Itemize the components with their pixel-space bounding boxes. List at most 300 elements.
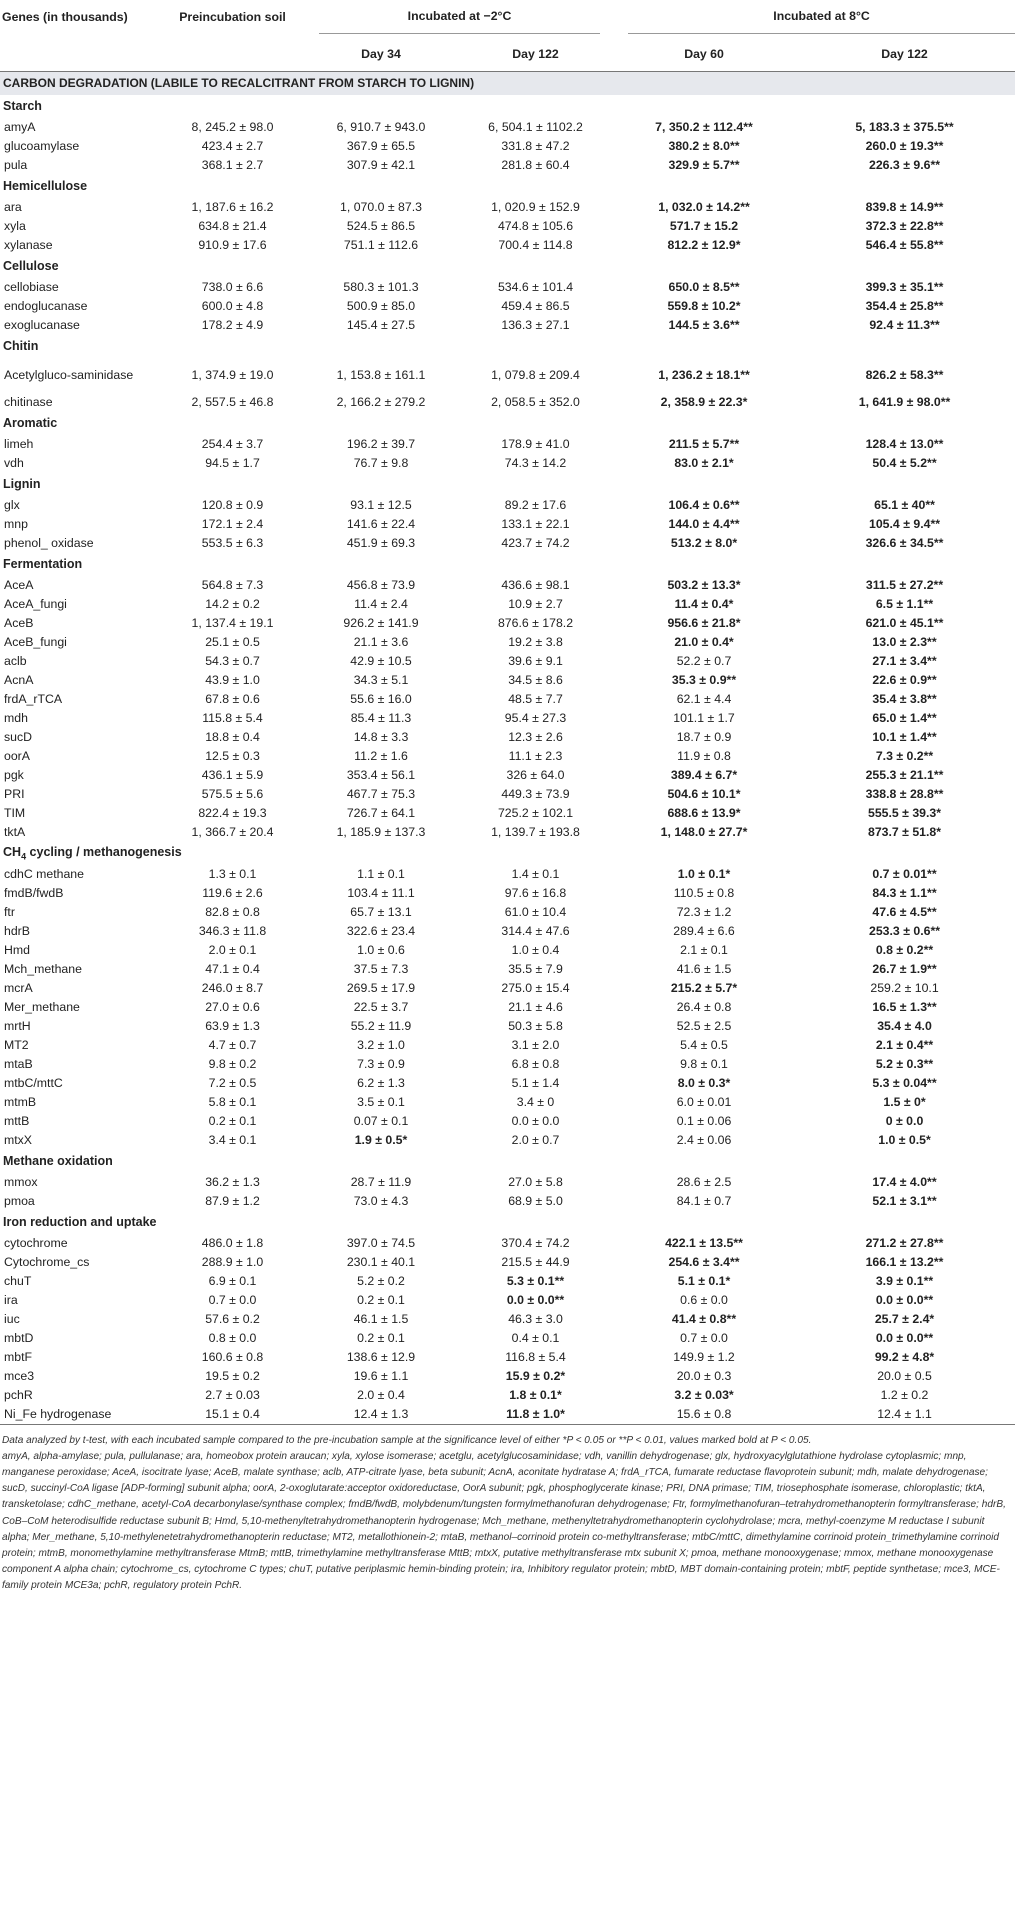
value-cell: 138.6 ± 12.9 — [346, 1350, 416, 1364]
value-cell: 331.8 ± 47.2 — [501, 139, 570, 153]
category-row — [0, 1150, 1015, 1173]
value-cell: 269.5 ± 17.9 — [346, 981, 416, 995]
value-cell: 423.4 ± 2.7 — [201, 139, 264, 153]
category-row — [0, 1211, 1015, 1234]
value-cell: 12.3 ± 2.6 — [508, 730, 563, 744]
value-cell: 1.0 ± 0.5* — [878, 1133, 931, 1147]
value-cell: 42.9 ± 10.5 — [350, 654, 412, 668]
value-cell: 0.07 ± 0.1 — [353, 1114, 409, 1128]
value-cell: 128.4 ± 13.0** — [865, 437, 944, 451]
value-cell: 260.0 ± 19.3** — [865, 139, 944, 153]
value-cell: 1, 148.0 ± 27.7* — [660, 825, 748, 839]
value-cell: 22.5 ± 3.7 — [353, 1000, 409, 1014]
gene-name-cell: Hmd — [4, 943, 30, 957]
value-cell: 259.2 ± 10.1 — [870, 981, 939, 995]
value-cell: 133.1 ± 22.1 — [501, 517, 570, 531]
value-cell: 5.4 ± 0.5 — [680, 1038, 728, 1052]
value-cell: 700.4 ± 114.8 — [498, 238, 573, 252]
value-cell: 34.5 ± 8.6 — [508, 673, 563, 687]
table-row — [0, 595, 1015, 614]
header-incubated-minus2-label: Incubated at −2°C — [319, 5, 600, 34]
category-row — [0, 95, 1015, 118]
value-cell: 27.1 ± 3.4** — [872, 654, 937, 668]
table-row — [0, 1329, 1015, 1348]
value-cell: 1.4 ± 0.1 — [511, 867, 560, 881]
category-name: Chitin — [3, 339, 39, 353]
value-cell: 74.3 ± 14.2 — [504, 456, 567, 470]
table-row — [0, 435, 1015, 454]
gene-name-cell: cdhC methane — [4, 867, 84, 881]
value-cell: 926.2 ± 141.9 — [343, 616, 419, 630]
value-cell: 0.4 ± 0.1 — [511, 1331, 560, 1345]
category-name: Aromatic — [3, 416, 58, 430]
value-cell: 99.2 ± 4.8* — [874, 1350, 935, 1364]
gene-name-cell: mnp — [4, 517, 28, 531]
gene-name-cell: limeh — [4, 437, 34, 451]
value-cell: 555.5 ± 39.3* — [867, 806, 942, 820]
value-cell: 105.4 ± 9.4** — [869, 517, 941, 531]
table-row — [0, 217, 1015, 236]
value-cell: 2.0 ± 0.7 — [511, 1133, 560, 1147]
value-cell: 726.7 ± 64.1 — [346, 806, 416, 820]
value-cell: 14.2 ± 0.2 — [205, 597, 260, 611]
value-cell: 68.9 ± 5.0 — [508, 1194, 563, 1208]
value-cell: 289.4 ± 6.6 — [673, 924, 735, 938]
value-cell: 22.6 ± 0.9** — [872, 673, 937, 687]
table-row — [0, 903, 1015, 922]
value-cell: 21.0 ± 0.4* — [674, 635, 734, 649]
gene-name-cell: chitinase — [4, 395, 53, 409]
gene-name-cell: ira — [4, 1293, 18, 1307]
value-cell: 688.6 ± 13.9* — [667, 806, 741, 820]
value-cell: 160.6 ± 0.8 — [201, 1350, 264, 1364]
gene-name-cell: mbtD — [4, 1331, 34, 1345]
value-cell: 145.4 ± 27.5 — [346, 318, 416, 332]
table-row — [0, 297, 1015, 316]
table-row — [0, 652, 1015, 671]
gene-name-cell: mce3 — [4, 1369, 35, 1383]
gene-name-cell: cytochrome — [4, 1236, 68, 1250]
category-name-rest: cycling / methanogenesis — [26, 844, 182, 859]
value-cell: 0.7 ± 0.01** — [872, 867, 937, 881]
value-cell: 19.5 ± 0.2 — [205, 1369, 260, 1383]
gene-name-cell: mtmB — [4, 1095, 37, 1109]
footnote-significance: Data analyzed by t-test, with each incubated sample compared to the pre-incubation sample at the significance level of either *P < 0.05 or **P < 0.01, values marked bold at P < 0.05. — [2, 1434, 812, 1446]
value-cell: 0.0 ± 0.0** — [875, 1331, 934, 1345]
value-cell: 0.6 ± 0.0 — [680, 1293, 728, 1307]
value-cell: 1, 032.0 ± 14.2** — [658, 200, 750, 214]
value-cell: 0.1 ± 0.06 — [676, 1114, 732, 1128]
table-row — [0, 998, 1015, 1017]
value-cell: 20.0 ± 0.5 — [877, 1369, 932, 1383]
value-cell: 93.1 ± 12.5 — [350, 498, 412, 512]
value-cell: 16.5 ± 1.3** — [872, 1000, 937, 1014]
section-band — [0, 71, 1015, 95]
category-name: Methane oxidation — [3, 1154, 113, 1168]
table-row — [0, 137, 1015, 156]
value-cell: 12.4 ± 1.1 — [794, 1405, 1015, 1425]
value-cell: 166.1 ± 13.2** — [865, 1255, 944, 1269]
value-cell: 17.4 ± 4.0** — [872, 1175, 937, 1189]
value-cell: 67.8 ± 0.6 — [205, 692, 260, 706]
value-cell: 11.9 ± 0.8 — [677, 749, 731, 763]
value-cell: 94.5 ± 1.7 — [205, 456, 260, 470]
category-name: Lignin — [3, 477, 41, 491]
value-cell: 1, 236.2 ± 18.1** — [658, 368, 750, 382]
value-cell: 326 ± 64.0 — [506, 768, 565, 782]
gene-name-cell: Ni_Fe hydrogenase — [0, 1405, 160, 1425]
value-cell: 822.4 ± 19.3 — [198, 806, 267, 820]
value-cell: 26.4 ± 0.8 — [676, 1000, 732, 1014]
value-cell: 380.2 ± 8.0** — [668, 139, 740, 153]
value-cell: 25.7 ± 2.4* — [874, 1312, 935, 1326]
table-row — [0, 1367, 1015, 1386]
category-label — [0, 842, 1015, 865]
value-cell: 26.7 ± 1.9** — [872, 962, 937, 976]
table-row — [0, 614, 1015, 633]
value-cell: 7.2 ± 0.5 — [208, 1076, 257, 1090]
value-cell: 62.1 ± 4.4 — [676, 692, 732, 706]
category-row — [0, 335, 1015, 358]
value-cell: 564.8 ± 7.3 — [201, 578, 264, 592]
value-cell: 72.3 ± 1.2 — [676, 905, 732, 919]
value-cell: 5.2 ± 0.3** — [875, 1057, 934, 1071]
gene-name-cell: cellobiase — [4, 280, 59, 294]
value-cell: 196.2 ± 39.7 — [346, 437, 416, 451]
value-cell: 311.5 ± 27.2** — [865, 578, 944, 592]
table-row — [0, 922, 1015, 941]
gene-name-cell: Acetylgluco-saminidase — [4, 368, 134, 382]
value-cell: 389.4 ± 6.7* — [670, 768, 738, 782]
gene-name-cell: mmox — [4, 1175, 38, 1189]
table-row — [0, 1310, 1015, 1329]
value-cell: 1, 070.0 ± 87.3 — [340, 200, 422, 214]
table-row — [0, 960, 1015, 979]
value-cell: 83.0 ± 2.1* — [674, 456, 734, 470]
value-cell: 136.3 ± 27.1 — [501, 318, 570, 332]
gene-name-cell: AcnA — [4, 673, 34, 687]
value-cell: 172.1 ± 2.4 — [201, 517, 264, 531]
value-cell: 314.4 ± 47.6 — [501, 924, 570, 938]
value-cell: 738.0 ± 6.6 — [201, 280, 264, 294]
table-footnotes — [0, 1425, 1015, 1595]
value-cell: 18.8 ± 0.4 — [205, 730, 260, 744]
value-cell: 600.0 ± 4.8 — [201, 299, 264, 313]
value-cell: 288.9 ± 1.0 — [201, 1255, 264, 1269]
value-cell: 35.4 ± 3.8** — [872, 692, 937, 706]
value-cell: 11.8 ± 1.0* — [457, 1405, 614, 1425]
gene-name-cell: frdA_rTCA — [4, 692, 63, 706]
value-cell: 28.6 ± 2.5 — [676, 1175, 732, 1189]
value-cell: 2, 166.2 ± 279.2 — [336, 395, 426, 409]
value-cell: 7.3 ± 0.9 — [357, 1057, 405, 1071]
table-body — [0, 71, 1015, 1424]
value-cell: 11.4 ± 2.4 — [354, 597, 408, 611]
table-row — [0, 747, 1015, 766]
value-cell: 2, 557.5 ± 46.8 — [191, 395, 274, 409]
table-row — [0, 358, 1015, 393]
value-cell: 27.0 ± 0.6 — [205, 1000, 260, 1014]
value-cell: 10.9 ± 2.7 — [508, 597, 563, 611]
value-cell: 1, 137.4 ± 19.1 — [191, 616, 274, 630]
value-cell: 36.2 ± 1.3 — [205, 1175, 260, 1189]
value-cell: 2.0 ± 0.4 — [357, 1388, 405, 1402]
gene-name-cell: PRI — [4, 787, 25, 801]
value-cell: 3.9 ± 0.1** — [875, 1274, 934, 1288]
value-cell: 367.9 ± 65.5 — [346, 139, 416, 153]
value-cell: 14.8 ± 3.3 — [353, 730, 409, 744]
value-cell: 95.4 ± 27.3 — [504, 711, 567, 725]
value-cell: 47.1 ± 0.4 — [205, 962, 260, 976]
table-row — [0, 1074, 1015, 1093]
value-cell: 149.9 ± 1.2 — [673, 1350, 735, 1364]
category-row — [0, 412, 1015, 435]
value-cell: 110.5 ± 0.8 — [673, 886, 735, 900]
value-cell: 255.3 ± 21.1** — [865, 768, 944, 782]
gene-name-cell: AceB — [4, 616, 34, 630]
value-cell: 634.8 ± 21.4 — [198, 219, 267, 233]
table-row — [0, 728, 1015, 747]
value-cell: 19.2 ± 3.8 — [508, 635, 563, 649]
table-row — [0, 118, 1015, 137]
value-cell: 119.6 ± 2.6 — [202, 886, 263, 900]
table-row — [0, 1234, 1015, 1253]
value-cell: 103.4 ± 11.1 — [347, 886, 415, 900]
value-cell: 6, 504.1 ± 1102.2 — [488, 120, 583, 134]
value-cell: 2.0 ± 0.1 — [208, 943, 257, 957]
table-row — [0, 1036, 1015, 1055]
value-cell: 52.2 ± 0.7 — [676, 654, 732, 668]
value-cell: 307.9 ± 42.1 — [346, 158, 416, 172]
value-cell: 65.7 ± 13.1 — [350, 905, 412, 919]
gene-name-cell: mbtF — [4, 1350, 33, 1364]
value-cell: 178.9 ± 41.0 — [501, 437, 570, 451]
gene-name-cell: hdrB — [4, 924, 30, 938]
gene-name-cell: AceB_fungi — [4, 635, 67, 649]
gene-name-cell: xylanase — [4, 238, 53, 252]
value-cell: 329.9 ± 5.7** — [668, 158, 740, 172]
header-day60: Day 60 — [684, 47, 724, 62]
gene-name-cell: pgk — [4, 768, 24, 782]
value-cell: 11.4 ± 0.4* — [674, 597, 734, 611]
value-cell: 52.1 ± 3.1** — [872, 1194, 937, 1208]
value-cell: 82.8 ± 0.8 — [205, 905, 260, 919]
value-cell: 65.0 ± 1.4** — [872, 711, 937, 725]
value-cell: 253.3 ± 0.6** — [869, 924, 941, 938]
header-row-1 — [0, 0, 1015, 38]
value-cell: 0.2 ± 0.1 — [357, 1331, 405, 1345]
value-cell: 84.3 ± 1.1** — [872, 886, 937, 900]
table-row — [0, 1386, 1015, 1405]
table-row — [0, 1192, 1015, 1211]
value-cell: 281.8 ± 60.4 — [501, 158, 570, 172]
value-cell: 28.7 ± 11.9 — [350, 1175, 412, 1189]
value-cell: 1, 139.7 ± 193.8 — [491, 825, 580, 839]
value-cell: 503.2 ± 13.3* — [667, 578, 741, 592]
value-cell: 254.4 ± 3.7 — [201, 437, 264, 451]
category-label — [0, 1211, 1015, 1234]
gene-name-cell: mttB — [4, 1114, 30, 1128]
value-cell: 43.9 ± 1.0 — [205, 673, 260, 687]
value-cell: 346.3 ± 11.8 — [198, 924, 267, 938]
gene-name-cell: mtxX — [4, 1133, 33, 1147]
value-cell: 3.4 ± 0 — [516, 1095, 555, 1109]
section-band-title: CARBON DEGRADATION (LABILE TO RECALCITRANT FROM STARCH TO LIGNIN) — [0, 71, 1015, 95]
value-cell: 46.1 ± 1.5 — [353, 1312, 409, 1326]
value-cell: 0.7 ± 0.0 — [680, 1331, 728, 1345]
gene-name-cell: vdh — [4, 456, 24, 470]
gene-name-cell: TIM — [4, 806, 26, 820]
gene-name-cell: phenol_ oxidase — [4, 536, 94, 550]
value-cell: 39.6 ± 9.1 — [508, 654, 563, 668]
value-cell: 3.1 ± 2.0 — [511, 1038, 560, 1052]
header-incubated-8 — [614, 0, 1015, 38]
header-empty-1 — [0, 38, 160, 71]
value-cell: 271.2 ± 27.8** — [865, 1236, 944, 1250]
gene-name-cell: oorA — [4, 749, 30, 763]
value-cell: 92.4 ± 11.3** — [869, 318, 940, 332]
header-day34: Day 34 — [361, 47, 401, 62]
header-day122-warm: Day 122 — [881, 47, 928, 62]
value-cell: 459.4 ± 86.5 — [501, 299, 570, 313]
gene-name-cell: endoglucanase — [4, 299, 88, 313]
value-cell: 559.8 ± 10.2* — [667, 299, 741, 313]
value-cell: 9.8 ± 0.2 — [208, 1057, 257, 1071]
value-cell: 580.3 ± 101.3 — [343, 280, 419, 294]
gene-name-cell: chuT — [4, 1274, 32, 1288]
value-cell: 486.0 ± 1.8 — [201, 1236, 264, 1250]
value-cell: 47.6 ± 4.5** — [872, 905, 937, 919]
value-cell: 621.0 ± 45.1** — [865, 616, 944, 630]
category-row — [0, 255, 1015, 278]
value-cell: 0.0 ± 0.0 — [511, 1114, 560, 1128]
value-cell: 826.2 ± 58.3** — [865, 368, 944, 382]
value-cell: 467.7 ± 75.3 — [346, 787, 416, 801]
value-cell: 35.3 ± 0.9** — [671, 673, 737, 687]
value-cell: 2, 058.5 ± 352.0 — [491, 395, 580, 409]
value-cell: 534.6 ± 101.4 — [497, 280, 574, 294]
value-cell: 85.4 ± 11.3 — [350, 711, 412, 725]
value-cell: 1, 153.8 ± 161.1 — [336, 368, 426, 382]
value-cell: 326.6 ± 34.5** — [865, 536, 944, 550]
value-cell: 215.5 ± 44.9 — [501, 1255, 570, 1269]
category-name: Hemicellulose — [3, 179, 88, 193]
value-cell: 57.6 ± 0.2 — [205, 1312, 260, 1326]
value-cell: 55.6 ± 16.0 — [350, 692, 412, 706]
value-cell: 1, 020.9 ± 152.9 — [491, 200, 580, 214]
value-cell: 1, 641.9 ± 98.0** — [858, 395, 951, 409]
value-cell: 84.1 ± 0.7 — [676, 1194, 732, 1208]
gene-name-cell: tktA — [4, 825, 26, 839]
value-cell: 5, 183.3 ± 375.5** — [855, 120, 954, 134]
table-row — [0, 633, 1015, 652]
gene-name-cell: glucoamylase — [4, 139, 80, 153]
value-cell: 41.4 ± 0.8** — [671, 1312, 737, 1326]
value-cell: 4.7 ± 0.7 — [208, 1038, 257, 1052]
value-cell: 0.0 ± 0.0** — [506, 1293, 565, 1307]
value-cell: 61.0 ± 10.4 — [504, 905, 567, 919]
gene-name-cell: sucD — [4, 730, 33, 744]
header-incubated-8-label: Incubated at 8°C — [628, 5, 1015, 34]
header-preincubation: Preincubation soil — [179, 10, 286, 24]
value-cell: 6.2 ± 1.3 — [357, 1076, 405, 1090]
value-cell: 20.0 ± 0.3 — [676, 1369, 732, 1383]
gene-name-cell: mrtH — [4, 1019, 31, 1033]
value-cell: 2.7 ± 0.03 — [205, 1388, 260, 1402]
gene-name-cell: xyla — [4, 219, 26, 233]
table-row — [0, 1253, 1015, 1272]
value-cell: 513.2 ± 8.0* — [670, 536, 738, 550]
value-cell: 1.9 ± 0.5* — [354, 1133, 408, 1147]
value-cell: 50.3 ± 5.8 — [508, 1019, 563, 1033]
value-cell: 11.2 ± 1.6 — [354, 749, 408, 763]
value-cell: 54.3 ± 0.7 — [205, 654, 260, 668]
value-cell: 35.4 ± 4.0 — [877, 1019, 932, 1033]
value-cell: 48.5 ± 7.7 — [508, 692, 563, 706]
value-cell: 19.6 ± 1.1 — [353, 1369, 409, 1383]
value-cell: 50.4 ± 5.2** — [872, 456, 937, 470]
header-row-2 — [0, 38, 1015, 71]
table-row — [0, 393, 1015, 412]
value-cell: 354.4 ± 25.8** — [865, 299, 944, 313]
value-cell: 101.1 ± 1.7 — [673, 711, 735, 725]
gene-name-cell: pmoa — [4, 1194, 35, 1208]
table-row — [0, 1272, 1015, 1291]
gene-name-cell: pula — [4, 158, 28, 172]
category-label — [0, 255, 1015, 278]
value-cell: 46.3 ± 3.0 — [508, 1312, 563, 1326]
value-cell: 812.2 ± 12.9* — [667, 238, 741, 252]
category-name: Iron reduction and uptake — [3, 1215, 157, 1229]
table-row — [0, 1112, 1015, 1131]
category-label — [0, 553, 1015, 576]
value-cell: 25.1 ± 0.5 — [205, 635, 260, 649]
value-cell: 6.8 ± 0.8 — [511, 1057, 560, 1071]
category-name: Fermentation — [3, 557, 83, 571]
gene-name-cell: Cytochrome_cs — [4, 1255, 90, 1269]
value-cell: 370.4 ± 74.2 — [501, 1236, 570, 1250]
value-cell: 422.1 ± 13.5** — [665, 1236, 743, 1250]
gene-name-cell: aclb — [4, 654, 27, 668]
value-cell: 141.6 ± 22.4 — [346, 517, 416, 531]
value-cell: 725.2 ± 102.1 — [497, 806, 574, 820]
value-cell: 11.1 ± 2.3 — [508, 749, 563, 763]
value-cell: 12.4 ± 1.3 — [305, 1405, 457, 1425]
value-cell: 0.2 ± 0.1 — [208, 1114, 257, 1128]
value-cell: 5.8 ± 0.1 — [208, 1095, 257, 1109]
gene-name-cell: AceA — [4, 578, 34, 592]
table-row — [0, 496, 1015, 515]
value-cell: 0.8 ± 0.2** — [875, 943, 934, 957]
value-cell: 275.0 ± 15.4 — [501, 981, 570, 995]
value-cell: 368.1 ± 2.7 — [201, 158, 264, 172]
value-cell: 2.4 ± 0.06 — [676, 1133, 732, 1147]
category-label — [0, 1150, 1015, 1173]
value-cell: 13.0 ± 2.3** — [872, 635, 937, 649]
value-cell: 873.7 ± 51.8* — [867, 825, 942, 839]
gene-name-cell: Mer_methane — [4, 1000, 80, 1014]
value-cell: 120.8 ± 0.9 — [201, 498, 264, 512]
gene-name-cell: glx — [4, 498, 20, 512]
value-cell: 211.5 ± 5.7** — [668, 437, 740, 451]
header-incubated-minus2 — [305, 0, 614, 38]
value-cell: 650.0 ± 8.5** — [668, 280, 740, 294]
category-subscript: 4 — [21, 851, 27, 862]
value-cell: 575.5 ± 5.6 — [201, 787, 264, 801]
value-cell: 106.4 ± 0.6** — [668, 498, 740, 512]
category-row — [0, 842, 1015, 865]
value-cell: 15.1 ± 0.4 — [160, 1405, 305, 1425]
